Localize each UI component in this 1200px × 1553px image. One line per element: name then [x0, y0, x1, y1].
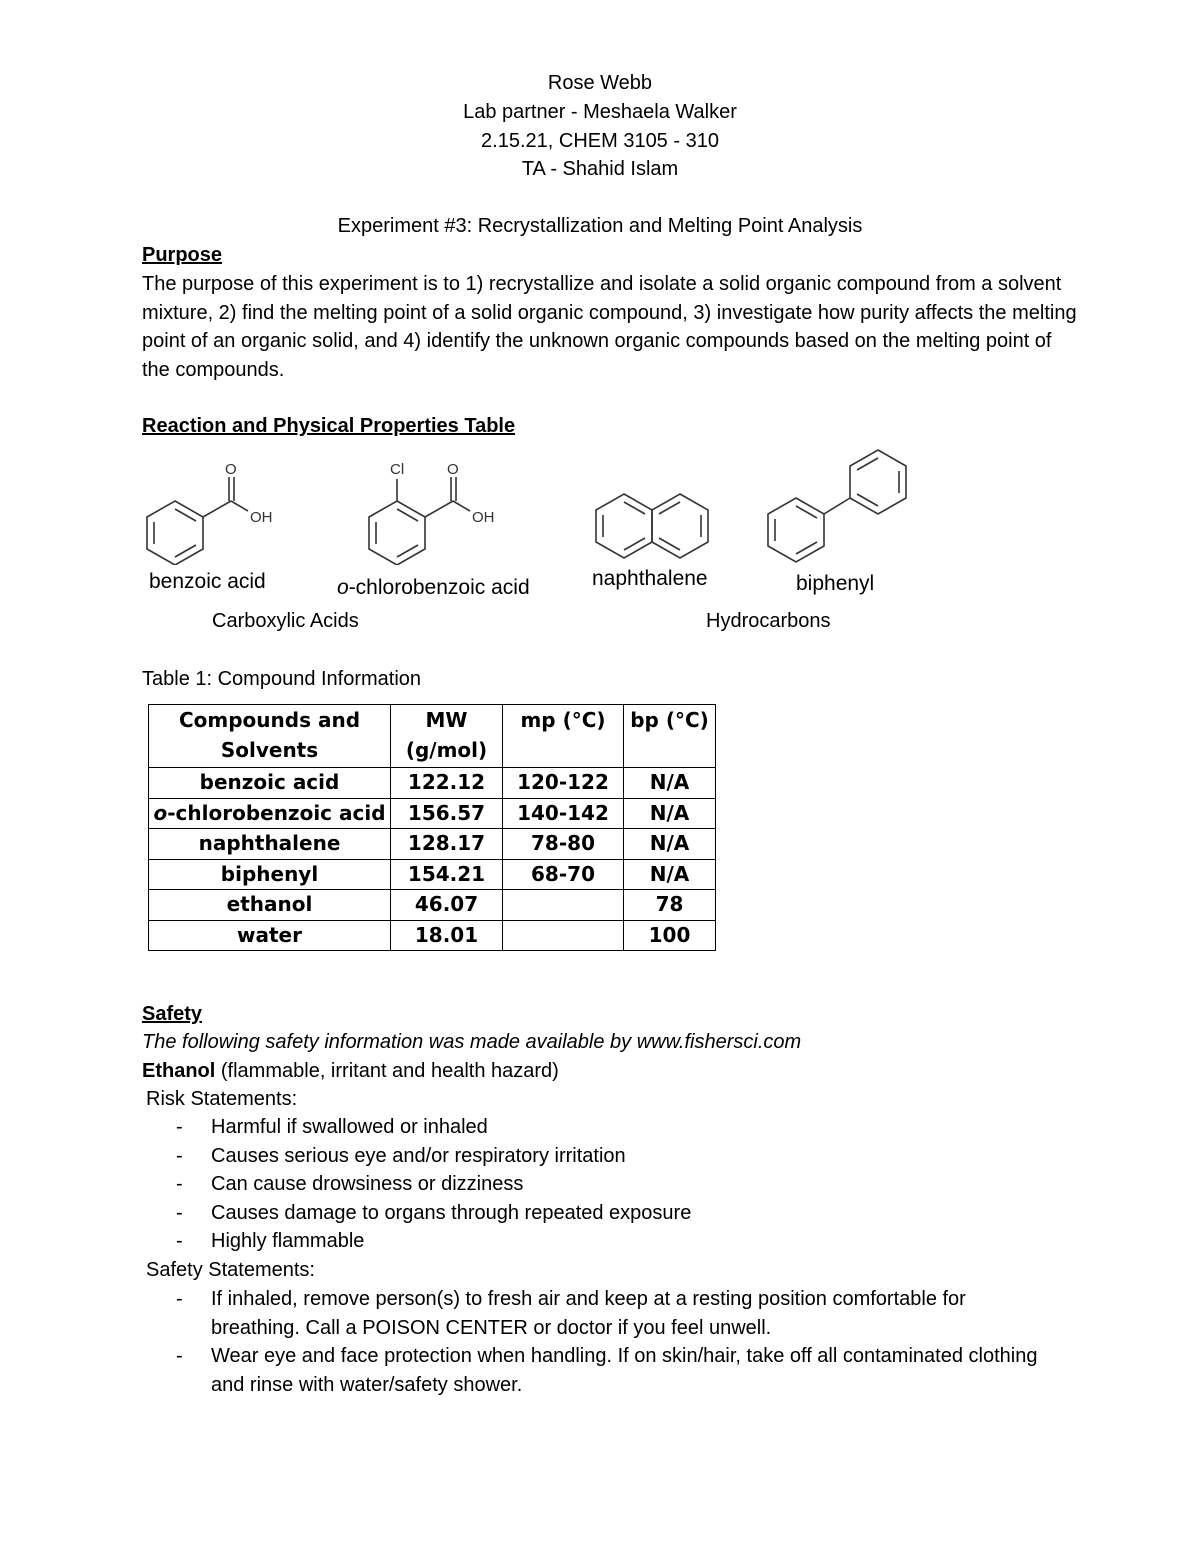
cell-mw: 156.57 [391, 798, 503, 829]
cell-mw: 18.01 [391, 920, 503, 951]
safety-heading: Safety [142, 1003, 203, 1025]
benzoic-acid-structure [140, 455, 300, 565]
header-bp: bp (°C) [624, 705, 716, 768]
chlorobenzoic-acid-label: o-chlorobenzoic acid [337, 576, 530, 599]
table-row [149, 829, 716, 860]
biphenyl-label: biphenyl [796, 572, 875, 595]
cell-compound: o-chlorobenzoic acid [149, 798, 391, 829]
cell-mp: 78-80 [503, 829, 624, 860]
table-row [149, 859, 716, 890]
hydroxyl-atom-label: OH [250, 509, 273, 526]
chlorine-atom-label: Cl [390, 461, 405, 478]
cell-bp: N/A [624, 768, 716, 799]
cell-compound: ethanol [149, 890, 391, 921]
cell-mp: 140-142 [503, 798, 624, 829]
naphthalene-label: naphthalene [592, 567, 708, 590]
experiment-title: Experiment #3: Recrystallization and Melting Point Analysis [337, 215, 863, 237]
chemical-name: Ethanol [142, 1060, 216, 1082]
cell-bp: 100 [624, 920, 716, 951]
oxygen-atom-label: O [225, 461, 237, 478]
cell-compound: water [149, 920, 391, 951]
compound-table [148, 704, 716, 951]
list-item: - Wear eye and face protection when handling. If on skin/hair, take off all contaminated clothing and rinse with water/safety shower. [176, 1342, 1046, 1399]
cell-mp: 120-122 [503, 768, 624, 799]
list-item: - Highly flammable [176, 1227, 1046, 1256]
list-item: - Can cause drowsiness or dizziness [176, 1170, 1046, 1199]
author-name: Rose Webb [547, 72, 653, 94]
safety-statements-list [176, 1285, 1046, 1399]
table-caption: Table 1: Compound Information [142, 668, 422, 690]
cell-bp: 78 [624, 890, 716, 921]
ta-info: TA - Shahid Islam [521, 158, 679, 180]
cell-mp [503, 890, 624, 921]
chlorobenzoic-acid-structure [362, 455, 522, 565]
hazard-list: (flammable, irritant and health hazard) [215, 1060, 559, 1082]
list-item: - Harmful if swallowed or inhaled [176, 1113, 1046, 1142]
naphthalene-structure [594, 490, 714, 562]
lab-partner: Lab partner - Meshaela Walker [463, 101, 737, 123]
table-header-row [149, 705, 716, 768]
hydrocarbons-caption: Hydrocarbons [706, 610, 831, 632]
cell-bp: N/A [624, 859, 716, 890]
biphenyl-structure [764, 446, 914, 564]
table-row [149, 798, 716, 829]
header-compounds: Compounds and Solvents [149, 705, 391, 768]
header-mp: mp (°C) [503, 705, 624, 768]
purpose-heading: Purpose [142, 244, 223, 266]
cell-mw: 154.21 [391, 859, 503, 890]
reaction-heading: Reaction and Physical Properties Table [142, 415, 516, 437]
cell-mw: 46.07 [391, 890, 503, 921]
list-item: - Causes serious eye and/or respiratory irritation [176, 1142, 1046, 1171]
safety-statements-heading: Safety Statements: [146, 1259, 315, 1281]
table-row [149, 890, 716, 921]
cell-compound: naphthalene [149, 829, 391, 860]
cell-compound: biphenyl [149, 859, 391, 890]
hydroxyl-atom-label: OH [472, 509, 495, 526]
risk-statements-list [176, 1113, 1046, 1256]
course-info: 2.15.21, CHEM 3105 - 310 [481, 130, 719, 152]
cell-mp: 68-70 [503, 859, 624, 890]
cell-mw: 122.12 [391, 768, 503, 799]
table-row [149, 768, 716, 799]
purpose-text: The purpose of this experiment is to 1) recrystallize and isolate a solid organic compound from a solvent mixture, 2) find the melting point of a solid organic compound, 3) investigate how purity affects the melting point of an organic solid, and 4) identify the unknown organic compounds based on the melting point of the compounds. [142, 273, 1077, 381]
cell-bp: N/A [624, 798, 716, 829]
carboxylic-acids-caption: Carboxylic Acids [212, 610, 359, 632]
oxygen-atom-label: O [447, 461, 459, 478]
cell-compound: benzoic acid [149, 768, 391, 799]
table-row [149, 920, 716, 951]
risk-statements-heading: Risk Statements: [146, 1088, 298, 1110]
list-item: - Causes damage to organs through repeated exposure [176, 1199, 1046, 1228]
cell-bp: N/A [624, 829, 716, 860]
cell-mw: 128.17 [391, 829, 503, 860]
benzoic-acid-label: benzoic acid [149, 570, 266, 593]
list-item: - If inhaled, remove person(s) to fresh air and keep at a resting position comfortable for breathing. Call a POISON CENTER or doctor if you feel unwell. [176, 1285, 1046, 1342]
safety-source: The following safety information was made available by www.fishersci.com [142, 1031, 802, 1053]
header-mw: MW (g/mol) [391, 705, 503, 768]
cell-mp [503, 920, 624, 951]
ethanol-line [142, 1057, 559, 1085]
